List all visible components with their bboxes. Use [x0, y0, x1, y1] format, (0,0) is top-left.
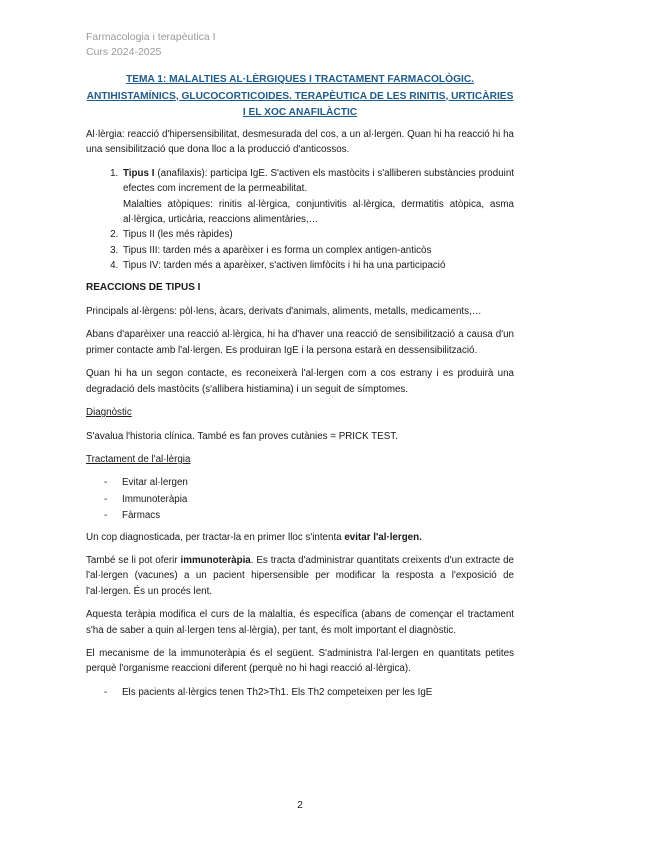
course-year: Curs 2024-2025	[86, 46, 162, 58]
paragraph-mechanism: El mecanisme de la immunoteràpia és el següent. S'administra l'al·lergen en quantitats petites perquè l'organisme reaccioni diferent (perquè no hi hagi reacció al·lèrgica).	[86, 647, 514, 675]
diagnosis-heading: Diagnòstic	[86, 407, 132, 419]
list-item: - Els pacients al·lèrgics tenen Th2>Th1. Els Th2 competeixen per les IgE	[104, 685, 514, 700]
title-line-3: I EL XOC ANAFILÀCTIC	[242, 107, 358, 118]
paragraph-therapy-modifies: Aquesta teràpia modifica el curs de la malaltia, és específica (abans de començar el tractament s'ha de saber a quin al·lergen tens al·lèrgia), per tant, és molt important el diagnòstic.	[86, 609, 514, 636]
treatment-heading: Tractament de l'al·lèrgia	[86, 453, 191, 465]
list-item: - Evitar al·lergen	[104, 475, 514, 490]
paragraph-sensitization: Abans d'aparèixer una reacció al·lèrgica, hi ha d'haver una reacció de sensibilització a causa d'un primer contacte amb l'al·lergen. Es produiran IgE i la persona estarà en dessensibilització.	[86, 329, 514, 356]
list-item: - Fàrmacs	[104, 508, 514, 523]
hypersensitivity-types-list	[86, 166, 514, 274]
list-item: 4. Tipus IV: tarden més a aparèixer, s'activen limfòcits i hi ha una participació	[121, 258, 514, 273]
paragraph-second-contact: Quan hi ha un segon contacte, es reconeixerà l'al·lergen com a cos estrany i es produirà una degradació dels mastòcits (s'allibera histiamina) i un seguit de símptomes.	[86, 368, 514, 395]
document-body	[86, 127, 514, 706]
section-heading: REACCIONS DE TIPUS I	[86, 281, 201, 293]
treatment-list	[86, 475, 514, 523]
diagnosis-text: S'avalua l'historia clínica. També es fan proves cutànies = PRICK TEST.	[86, 430, 398, 442]
paragraph-allergens: Principals al·lèrgens: pòl·lens, àcars, derivats d'animals, aliments, metalls, medicaments,…	[86, 306, 482, 318]
list-item: 2. Tipus II (les més ràpides)	[121, 227, 514, 242]
atopic-diseases: Malalties atòpiques: rinitis al·lèrgica, conjuntivitis al·lèrgica, dermatitis atòpica, asma al·lèrgica, urticària, reaccions alimentàries,…	[123, 198, 514, 226]
title-line-1: TEMA 1: MALALTIES AL·LÈRGIQUES I TRACTAMENT FARMACOLÒGIC.	[125, 74, 475, 85]
title-line-2: ANTIHISTAMÍNICS, GLUCOCORTICOIDES. TERAPÈUTICA DE LES RINITIS, URTICÀRIES	[86, 90, 514, 102]
mechanism-list	[86, 685, 514, 700]
list-item: 1. Tipus I (anafilaxis): participa IgE. S'activen els mastòcits i s'alliberen substàncies produint efectes com increment de la permeabilitat. Malalties atòpiques: rinitis al·lèrgica, conjuntivitis al·lèrgica, dermatitis atòpica, asma al·lèrgica, urticària, reaccions alimentàries,…	[121, 166, 514, 228]
list-item: - Immunoteràpia	[104, 492, 514, 507]
course-name: Farmacologia i terapèutica I	[86, 31, 216, 43]
paragraph-immunotherapy: També se li pot oferir immunoteràpia. Es tracta d'administrar quantitats creixents d'un extracte de l'al·lergen (vacunes) a un pacient hipersensible per modificar la resposta a l'exposició de l'al·lergen. És un procés lent.	[86, 554, 515, 597]
topic-title	[86, 72, 514, 122]
list-item: 3. Tipus III: tarden més a aparèixer i es forma un complex antigen-anticòs	[121, 243, 514, 258]
paragraph-avoid-allergen: Un cop diagnosticada, per tractar-la en primer lloc s'intenta evitar l'al·lergen.	[86, 531, 422, 543]
page-number: 2	[297, 799, 303, 811]
type-label: Tipus I	[123, 167, 155, 179]
allergy-definition: Al·lèrgia: reacció d'hipersensibilitat, desmesurada del cos, a un al·lergen. Quan hi ha reacció hi ha una sensibilització que dona lloc a la producció d'anticossos.	[86, 129, 514, 156]
document-header	[86, 30, 216, 60]
